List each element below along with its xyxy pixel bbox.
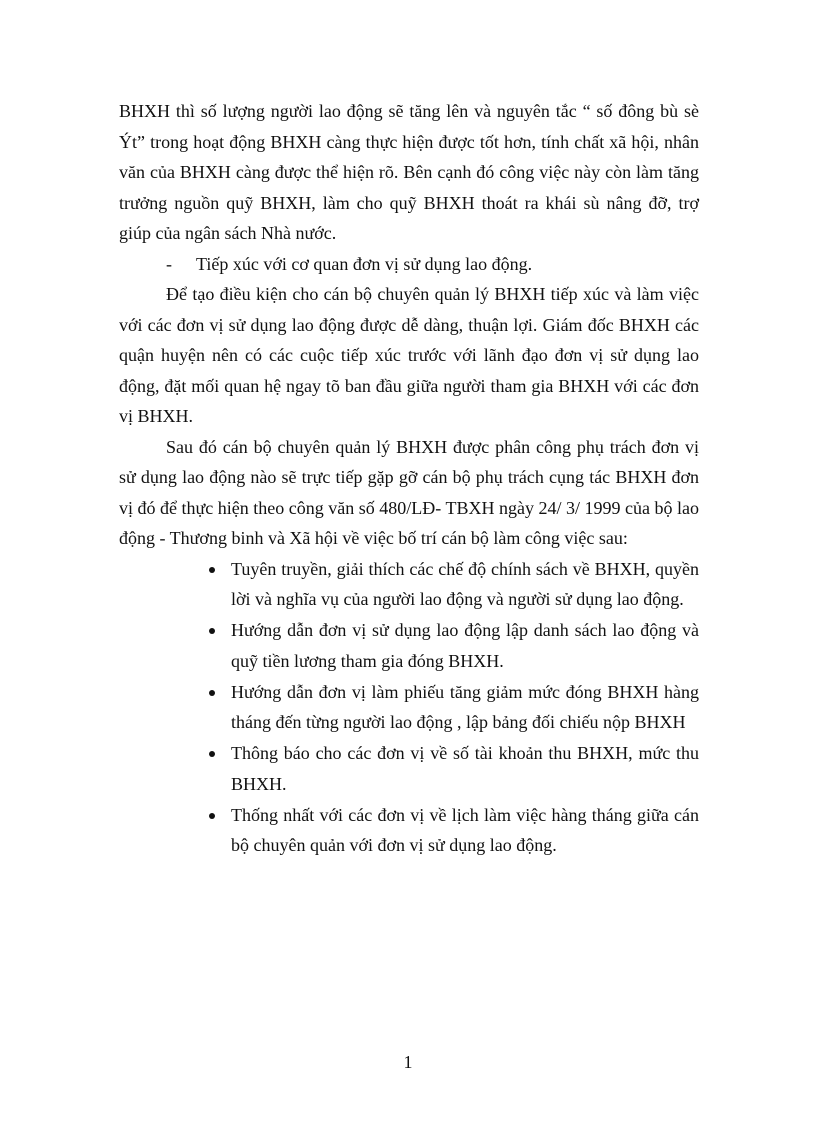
task-list [119,554,699,861]
page-number: 1 [403,1052,413,1072]
document-body [119,96,699,861]
paragraph-intro: BHXH thì số lượng người lao động sẽ tăng lên và nguyên tắc “ số đông bù sè Ýt” trong hoạt động BHXH càng thực hiện được tốt hơn, tính chất xã hội, nhân văn của BHXH càng được thể hiện rõ. Bên cạnh đó công việc này còn làm tăng trưởng nguồn quỹ BHXH, làm cho quỹ BHXH thoát ra khái sù nâng đỡ, trợ giúp của ngân sách Nhà nước. [119,101,699,243]
dash-list-item [119,249,699,280]
list-item: Hướng dẫn đơn vị làm phiếu tăng giảm mức đóng BHXH hàng tháng đến từng người lao động , lập bảng đối chiếu nộp BHXH [209,677,699,738]
list-item: Hướng dẫn đơn vị sử dụng lao động lập danh sách lao động và quỹ tiền lương tham gia đóng BHXH. [209,615,699,676]
list-item: Thông báo cho các đơn vị về số tài khoản thu BHXH, mức thu BHXH. [209,738,699,799]
dash-item-text: Tiếp xúc với cơ quan đơn vị sử dụng lao động. [196,253,533,274]
list-item: Thống nhất với các đơn vị về lịch làm việc hàng tháng giữa cán bộ chuyên quản với đơn vị sử dụng lao động. [209,800,699,861]
list-item: Tuyên truyền, giải thích các chế độ chính sách về BHXH, quyền lời và nghĩa vụ của người lao động và người sử dụng lao động. [209,554,699,615]
paragraph-assignment: Sau đó cán bộ chuyên quản lý BHXH được phân công phụ trách đơn vị sử dụng lao động nào sẽ trực tiếp gặp gỡ cán bộ phụ trách cụng tác BHXH đơn vị đó để thực hiện theo công văn số 480/LĐ- TBXH ngày 24/ 3/ 1999 của bộ lao động - Thương binh và Xã hội về việc bố trí cán bộ làm công việc sau: [119,436,699,548]
dash-mark: - [166,253,172,274]
paragraph-contact: Để tạo điều kiện cho cán bộ chuyên quản lý BHXH tiếp xúc và làm việc với các đơn vị sử dụng lao động được dễ dàng, thuận lợi. Giám đốc BHXH các quận huyện nên có các cuộc tiếp xúc trước với lãnh đạo đơn vị sử dụng lao động, đặt mối quan hệ ngay tõ ban đầu giữa người tham gia BHXH với các đơn vị BHXH. [119,284,699,426]
